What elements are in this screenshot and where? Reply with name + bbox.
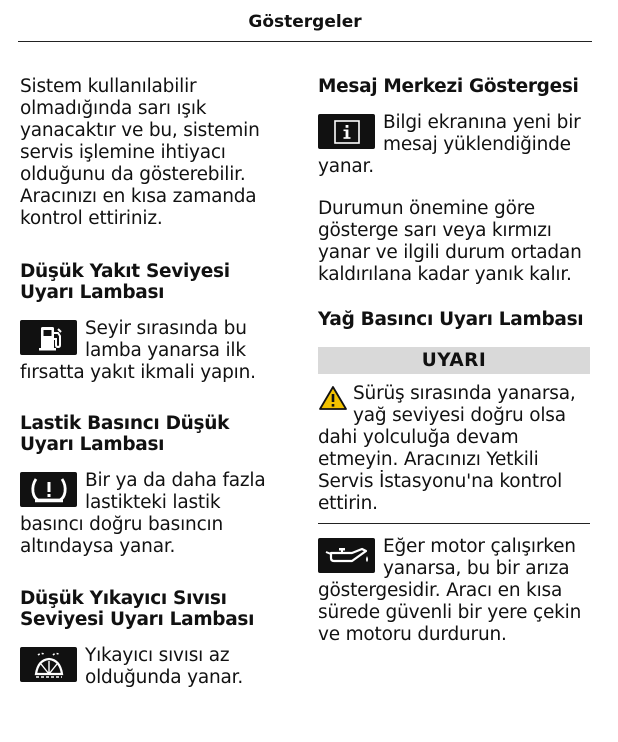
oil-warning-text: Sürüş sırasında yanarsa, yağ seviyesi doğru olsa dahi yolculuğa devam etmeyin. Aracınızı Yetkili Servis İstasyonu'na kontrol ettirin.	[318, 383, 576, 514]
oil-warning-box	[318, 383, 590, 515]
intro-paragraph: Sistem kullanılabilir olmadığında sarı ışık yanacaktır ve bu, sistemin servis işlemine ihtiyacı olduğunu da gösterebilir. Aracınızı en kısa zamanda kontrol ettiriniz.	[20, 76, 260, 229]
washer-fluid-icon	[20, 647, 77, 682]
fuel-warning-text: Seyir sırasında bu lamba yanarsa ilk fırsatta yakıt ikmali yapın.	[20, 318, 256, 383]
message-center-heading: Mesaj Merkezi Göstergesi	[318, 76, 579, 97]
washer-warning-text: Yıkayıcı sıvısı az olduğunda yanar.	[85, 645, 244, 688]
washer-warning-section	[20, 645, 282, 689]
fuel-warning-heading: Düşük Yakıt Seviyesi Uyarı Lambası	[20, 261, 230, 303]
message-center-text-2: Durumun önemine göre gösterge sarı veya kırmızı yanar ve ilgili durum ortadan kaldırılana kadar yanık kalır.	[318, 198, 582, 285]
fuel-warning-section	[20, 318, 282, 384]
fuel-pump-icon	[20, 320, 77, 355]
warning-banner: UYARI	[318, 347, 590, 374]
washer-warning-heading: Düşük Yıkayıcı Sıvısı Seviyesi Uyarı Lambası	[20, 588, 255, 630]
message-center-text: Bilgi ekranına yeni bir mesaj yüklendiğinde yanar.	[318, 112, 581, 177]
page-title: Göstergeler	[248, 12, 362, 32]
oil-pressure-section	[318, 536, 590, 646]
tire-warning-section	[20, 470, 282, 558]
right-column	[318, 76, 590, 646]
tire-warning-heading: Lastik Basıncı Düşük Uyarı Lambası	[20, 413, 230, 455]
left-column	[20, 76, 282, 689]
tire-warning-text: Bir ya da daha fazla lastikteki lastik basıncı doğru basıncın altındaysa yanar.	[20, 470, 266, 557]
message-center-section	[318, 112, 590, 178]
oil-pressure-heading: Yağ Basıncı Uyarı Lambası	[318, 309, 584, 330]
header-divider	[18, 41, 592, 42]
oil-pressure-text: Eğer motor çalışırken yanarsa, bu bir arıza göstergesidir. Aracı en kısa sürede güvenli bir yere çekin ve motoru durdurun.	[318, 536, 582, 645]
warning-triangle-icon	[318, 385, 348, 415]
oil-can-icon	[318, 538, 375, 573]
tire-pressure-icon	[20, 472, 77, 507]
info-icon	[318, 114, 375, 149]
